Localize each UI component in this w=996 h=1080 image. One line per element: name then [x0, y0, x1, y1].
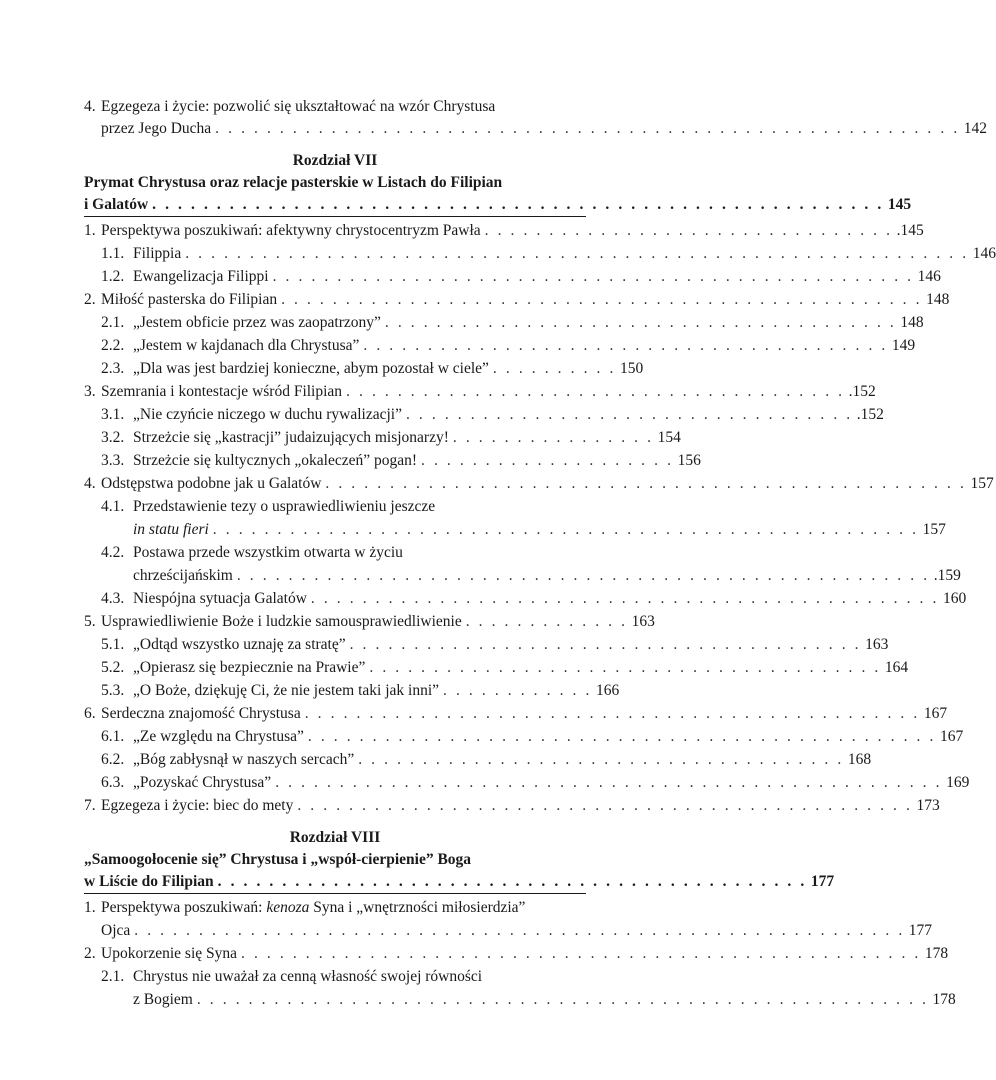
toc-entry-8-2-1-line1 — [101, 968, 482, 986]
entry-label: Upokorzenie się Syna — [101, 945, 238, 962]
toc-entry-7-7 — [84, 797, 940, 815]
entry-number: 5.1. — [101, 636, 125, 653]
chapter-8-heading: Rozdział VIII — [289, 829, 381, 846]
entry-label: „Odtąd wszystko uznaję za stratę” — [133, 636, 346, 653]
toc-entry-8-2-1 — [133, 991, 956, 1009]
chapter-8-title-line1: „Samoogołocenie się” Chrystusa i „współ-cierpienie” Boga — [84, 851, 472, 868]
page-number: .152 — [856, 406, 884, 423]
page-number: 146 — [972, 245, 996, 262]
entry-label: Egzegeza i życie: biec do mety — [101, 797, 294, 814]
toc-entry-7-6 — [84, 705, 948, 723]
entry-label: Perspektywa poszukiwań: — [101, 899, 267, 916]
page-number: 177 — [810, 873, 835, 890]
entry-label: Syna i „wnętrzności miłosierdzia” — [309, 899, 526, 916]
toc-entry-7-2-2 — [101, 337, 916, 355]
entry-label: przez Jego Ducha — [101, 120, 212, 137]
entry-label: Serdeczna znajomość Chrystusa — [101, 705, 301, 722]
entry-number: 2.1. — [101, 968, 125, 985]
toc-entry-7-6-1 — [101, 728, 964, 746]
page-number: .152 — [848, 383, 876, 400]
entry-number: 3. — [84, 383, 96, 400]
page-number: 169 — [946, 774, 970, 791]
page-number: 163 — [631, 613, 655, 630]
dot-leader: . . . . . . . . . . . . . . . . . . . . . . . . . . . . . . . . . . . . . . . . . . . . . . . . . . . . — [275, 774, 943, 791]
entry-label: „Jestem obficie przez was zaopatrzony” — [133, 314, 381, 331]
toc-entry-7-3-3 — [101, 452, 701, 470]
dot-leader: . . . . . . . . . . . . . . . . . . . . — [421, 452, 674, 469]
page-number: 154 — [657, 429, 681, 446]
page-number: 163 — [865, 636, 889, 653]
chapter-8-title — [84, 873, 835, 891]
chapter-7-heading: Rozdział VII — [292, 152, 378, 169]
dot-leader: . . . . . . . . . . . . . . . . . . . . . . . . . . . . . . . . — [484, 222, 893, 239]
entry-number: 4.2. — [101, 544, 125, 561]
entry-label: Szemrania i kontestacje wśród Filipian — [101, 383, 343, 400]
entry-label: „Jestem w kajdanach dla Chrystusa” — [133, 337, 360, 354]
dot-leader: . . . . . . . . . . . . . . . . . . . . . . . . . . . . . . . . . . . . . . . . . . . . . . . . . — [307, 728, 936, 745]
entry-number: 6.2. — [101, 751, 125, 768]
entry-label: Przedstawienie tezy o usprawiedliwieniu jeszcze — [133, 498, 436, 515]
chapter-7-title — [84, 196, 912, 214]
entry-label: „O Boże, dziękuję Ci, że nie jestem taki jak inni” — [133, 682, 440, 699]
toc-entry-top-4-line1 — [84, 98, 495, 116]
toc-entry-7-5-1 — [101, 636, 889, 654]
entry-number: 2. — [84, 291, 96, 308]
entry-label: Filippia — [133, 245, 182, 262]
entry-number: 2.1. — [101, 314, 125, 331]
page-number: 156 — [677, 452, 701, 469]
page-number: 164 — [884, 659, 909, 676]
entry-label: „Dla was jest bardziej konieczne, abym pozostał w ciele” — [133, 360, 489, 377]
entry-label: „Opierasz się bezpiecznie na Prawie” — [133, 659, 366, 676]
entry-label: Strzeżcie się „kastracji” judaizujących misjonarzy! — [133, 429, 449, 446]
toc-entry-7-3-2 — [101, 429, 681, 447]
entry-number: 3.2. — [101, 429, 125, 446]
toc-entry-7-3-1 — [101, 406, 884, 424]
toc-entry-top-4 — [101, 120, 988, 138]
entry-number: 6.3. — [101, 774, 125, 791]
toc-entry-7-6-3 — [101, 774, 970, 792]
entry-label: in statu fieri — [133, 521, 209, 538]
dot-leader: . . . . . . . . . . . . . . . . . . . . . . . . . . . . . . . . . . . . . . . . . . . . . . . . . . . . . . . — [212, 521, 919, 538]
toc-entry-7-5-2 — [101, 659, 909, 677]
dot-leader: . . . . . . . . . . . . . . . . . . . . . . . . . . . . . . . . . . . . . . . . . . . . . . . . . . . . . . . . . . — [215, 120, 960, 137]
toc-entry-7-2-3 — [101, 360, 644, 378]
entry-label: Strzeżcie się kultycznych „okaleczeń” pogan! — [133, 452, 418, 469]
toc-entry-7-1-1 — [101, 245, 996, 263]
dot-leader: . . . . . . . . . . . . . . . . . . . . . . . . . . . . . . . . . . . . . . . . . . . . . . . . . . . . . . . . . — [196, 991, 929, 1008]
entry-label: Ewangelizacja Filippi — [133, 268, 269, 285]
toc-entry-7-1 — [84, 222, 924, 240]
dot-leader: . . . . . . . . . . . . . . . . . . . . . . . . . . . . . . . . . . . . . . . . . . . . . . — [217, 873, 807, 890]
dot-leader: . . . . . . . . . . . . . . . . . . . . . . . . . . . . . . . . . . . . . . . . . . . . . . . . . . — [272, 268, 914, 285]
toc-entry-7-5 — [84, 613, 655, 631]
toc-entry-7-4 — [84, 475, 994, 493]
page-number: 146 — [917, 268, 941, 285]
entry-number: 4.3. — [101, 590, 125, 607]
entry-label: chrześcijańskim — [133, 567, 233, 584]
dot-leader: . . . . . . . . . . . . . . . . — [452, 429, 654, 446]
entry-label: Egzegeza i życie: pozwolić się ukształtować na wzór Chrystusa — [101, 98, 496, 115]
entry-number: 4.1. — [101, 498, 125, 515]
entry-label: Niespójna sytuacja Galatów — [133, 590, 307, 607]
toc-entry-8-2 — [84, 945, 949, 963]
toc-entry-7-3 — [84, 383, 876, 401]
entry-number: 7. — [84, 797, 96, 814]
entry-label-italic: kenoza — [266, 899, 310, 916]
entry-label: Miłość pasterska do Filipian — [101, 291, 278, 308]
toc-entry-7-2 — [84, 291, 950, 309]
dot-leader: . . . . . . . . . . . . . . . . . . . . . . . . . . . . . . . . . . . . . . . . . . . . . . . . — [297, 797, 913, 814]
page-number: 168 — [847, 751, 872, 768]
dot-leader: . . . . . . . . . . . . . . . . . . . . . . . . . . . . . . . . . . . . . . . . . . . . . . . . . . — [281, 291, 923, 308]
entry-label: Odstępstwa podobne jak u Galatów — [101, 475, 322, 492]
entry-label: Perspektywa poszukiwań: afektywny chrystocentryzm Pawła — [101, 222, 481, 239]
toc-entry-8-1-line1 — [84, 899, 525, 917]
entry-label: Postawa przede wszystkim otwarta w życiu — [133, 544, 403, 561]
page-number: 173 — [916, 797, 940, 814]
toc-entry-7-2-1 — [101, 314, 924, 332]
dot-leader: . . . . . . . . . . . . . . . . . . . . . . . . . . . . . . . . . . . . . . . . — [349, 636, 862, 653]
entry-label: Usprawiedliwienie Boże i ludzkie samousprawiedliwienie — [101, 613, 462, 630]
dot-leader: . . . . . . . . . . . . . . . . . . . . . . . . . . . . . . . . . . . . . . . . — [384, 314, 897, 331]
page-number: 178 — [924, 945, 949, 962]
entry-number: 1.1. — [101, 245, 125, 262]
toc-entry-7-4-2 — [133, 567, 961, 585]
entry-number: 5. — [84, 613, 96, 630]
page-number: 178 — [932, 991, 956, 1008]
dot-leader: . . . . . . . . . . . . . — [465, 613, 628, 630]
page-number: 149 — [891, 337, 916, 354]
entry-label: z Bogiem — [133, 991, 193, 1008]
dot-leader: . . . . . . . . . . . . . . . . . . . . . . . . . . . . . . . . . . . . . . . . . . . . . . . . . . — [325, 475, 967, 492]
page-number: 157 — [922, 521, 946, 538]
entry-number: 2. — [84, 945, 96, 962]
page-number: .159 — [933, 567, 961, 584]
toc-entry-7-1-2 — [101, 268, 941, 286]
toc-entry-7-5-3 — [101, 682, 620, 700]
entry-label: „Bóg zabłysnął w naszych sercach” — [133, 751, 355, 768]
entry-number: 2.2. — [101, 337, 125, 354]
chapter-7-divider — [84, 216, 586, 217]
chapter-7-title-line2: i Galatów — [84, 196, 149, 213]
chapter-7-title-line1: Prymat Chrystusa oraz relacje pasterskie w Listach do Filipian — [84, 174, 503, 191]
chapter-8-title-line2: w Liście do Filipian — [84, 873, 214, 890]
entry-number: 4. — [84, 98, 96, 115]
toc-entry-7-4-3 — [101, 590, 967, 608]
entry-number: 4. — [84, 475, 96, 492]
entry-number: 6. — [84, 705, 96, 722]
dot-leader: . . . . . . . . . . . . . . . . . . . . . . . . . . . . . . . . . . . . . . . . . — [363, 337, 888, 354]
entry-label: „Nie czyńcie niczego w duchu rywalizacji” — [133, 406, 402, 423]
toc-entry-7-6-2 — [101, 751, 872, 769]
entry-label: „Pozyskać Chrystusa” — [133, 774, 272, 791]
dot-leader: . . . . . . . . . . . . . . . . . . . . . . . . . . . . . . . . . . . . . . . . . . . . . . . . — [304, 705, 920, 722]
page-number: 148 — [900, 314, 924, 331]
page-number: .145 — [896, 222, 924, 239]
toc-entry-7-4-2-line1 — [101, 544, 403, 562]
entry-label: Ojca — [101, 922, 131, 939]
page-number: 148 — [926, 291, 950, 308]
toc-entry-7-4-1 — [133, 521, 946, 539]
dot-leader: . . . . . . . . . . . . . . . . . . . . . . . . . . . . . . . . . . . . . . . . . . . . . . . . . . . . . — [241, 945, 921, 962]
page-number: 177 — [908, 922, 933, 939]
entry-number: 1. — [84, 222, 96, 239]
entry-label: Chrystus nie uważał za cenną własność swojej równości — [133, 968, 483, 985]
page-number: 157 — [970, 475, 994, 492]
entry-number: 3.1. — [101, 406, 125, 423]
chapter-8-divider — [84, 893, 586, 894]
page-number: 166 — [595, 682, 620, 699]
dot-leader: . . . . . . . . . . . . . . . . . . . . . . . . . . . . . . . . . . . . . . . — [346, 383, 845, 400]
page-number: 142 — [963, 120, 988, 137]
page-number: 167 — [939, 728, 964, 745]
entry-number: 1.2. — [101, 268, 125, 285]
toc-entry-7-4-1-line1 — [101, 498, 435, 516]
page-number: 167 — [923, 705, 948, 722]
dot-leader: . . . . . . . . . . — [492, 360, 616, 377]
dot-leader: . . . . . . . . . . . . . . . . . . . . . . . . . . . . . . . . . . . . . . . . . . . . . . . . . . . . . . . . . . . . . — [185, 245, 969, 262]
dot-leader: . . . . . . . . . . . . . . . . . . . . . . . . . . . . . . . . . . . — [405, 406, 853, 423]
dot-leader: . . . . . . . . . . . . . . . . . . . . . . . . . . . . . . . . . . . . . . . . . . . . . . . . . . . . . . — [236, 567, 930, 584]
dot-leader: . . . . . . . . . . . . . . . . . . . . . . . . . . . . . . . . . . . . . . . . — [369, 659, 881, 676]
entry-number: 6.1. — [101, 728, 125, 745]
dot-leader: . . . . . . . . . . . . . . . . . . . . . . . . . . . . . . . . . . . . . . — [358, 751, 844, 768]
entry-label: „Ze względu na Chrystusa” — [133, 728, 304, 745]
dot-leader: . . . . . . . . . . . . . . . . . . . . . . . . . . . . . . . . . . . . . . . . . . . . . . . . . . . . . . . . . . . . — [134, 922, 905, 939]
toc-entry-8-1 — [101, 922, 933, 940]
entry-number: 5.2. — [101, 659, 125, 676]
dot-leader: . . . . . . . . . . . . — [443, 682, 592, 699]
entry-number: 2.3. — [101, 360, 125, 377]
entry-number: 1. — [84, 899, 96, 916]
dot-leader: . . . . . . . . . . . . . . . . . . . . . . . . . . . . . . . . . . . . . . . . . . . . . . . . . — [310, 590, 939, 607]
page-number: 145 — [887, 196, 912, 213]
page-number: 150 — [619, 360, 644, 377]
dot-leader: . . . . . . . . . . . . . . . . . . . . . . . . . . . . . . . . . . . . . . . . . . . . . . . . . . . . . . . . . — [152, 196, 884, 213]
entry-number: 3.3. — [101, 452, 125, 469]
entry-number: 5.3. — [101, 682, 125, 699]
page-number: 160 — [942, 590, 967, 607]
